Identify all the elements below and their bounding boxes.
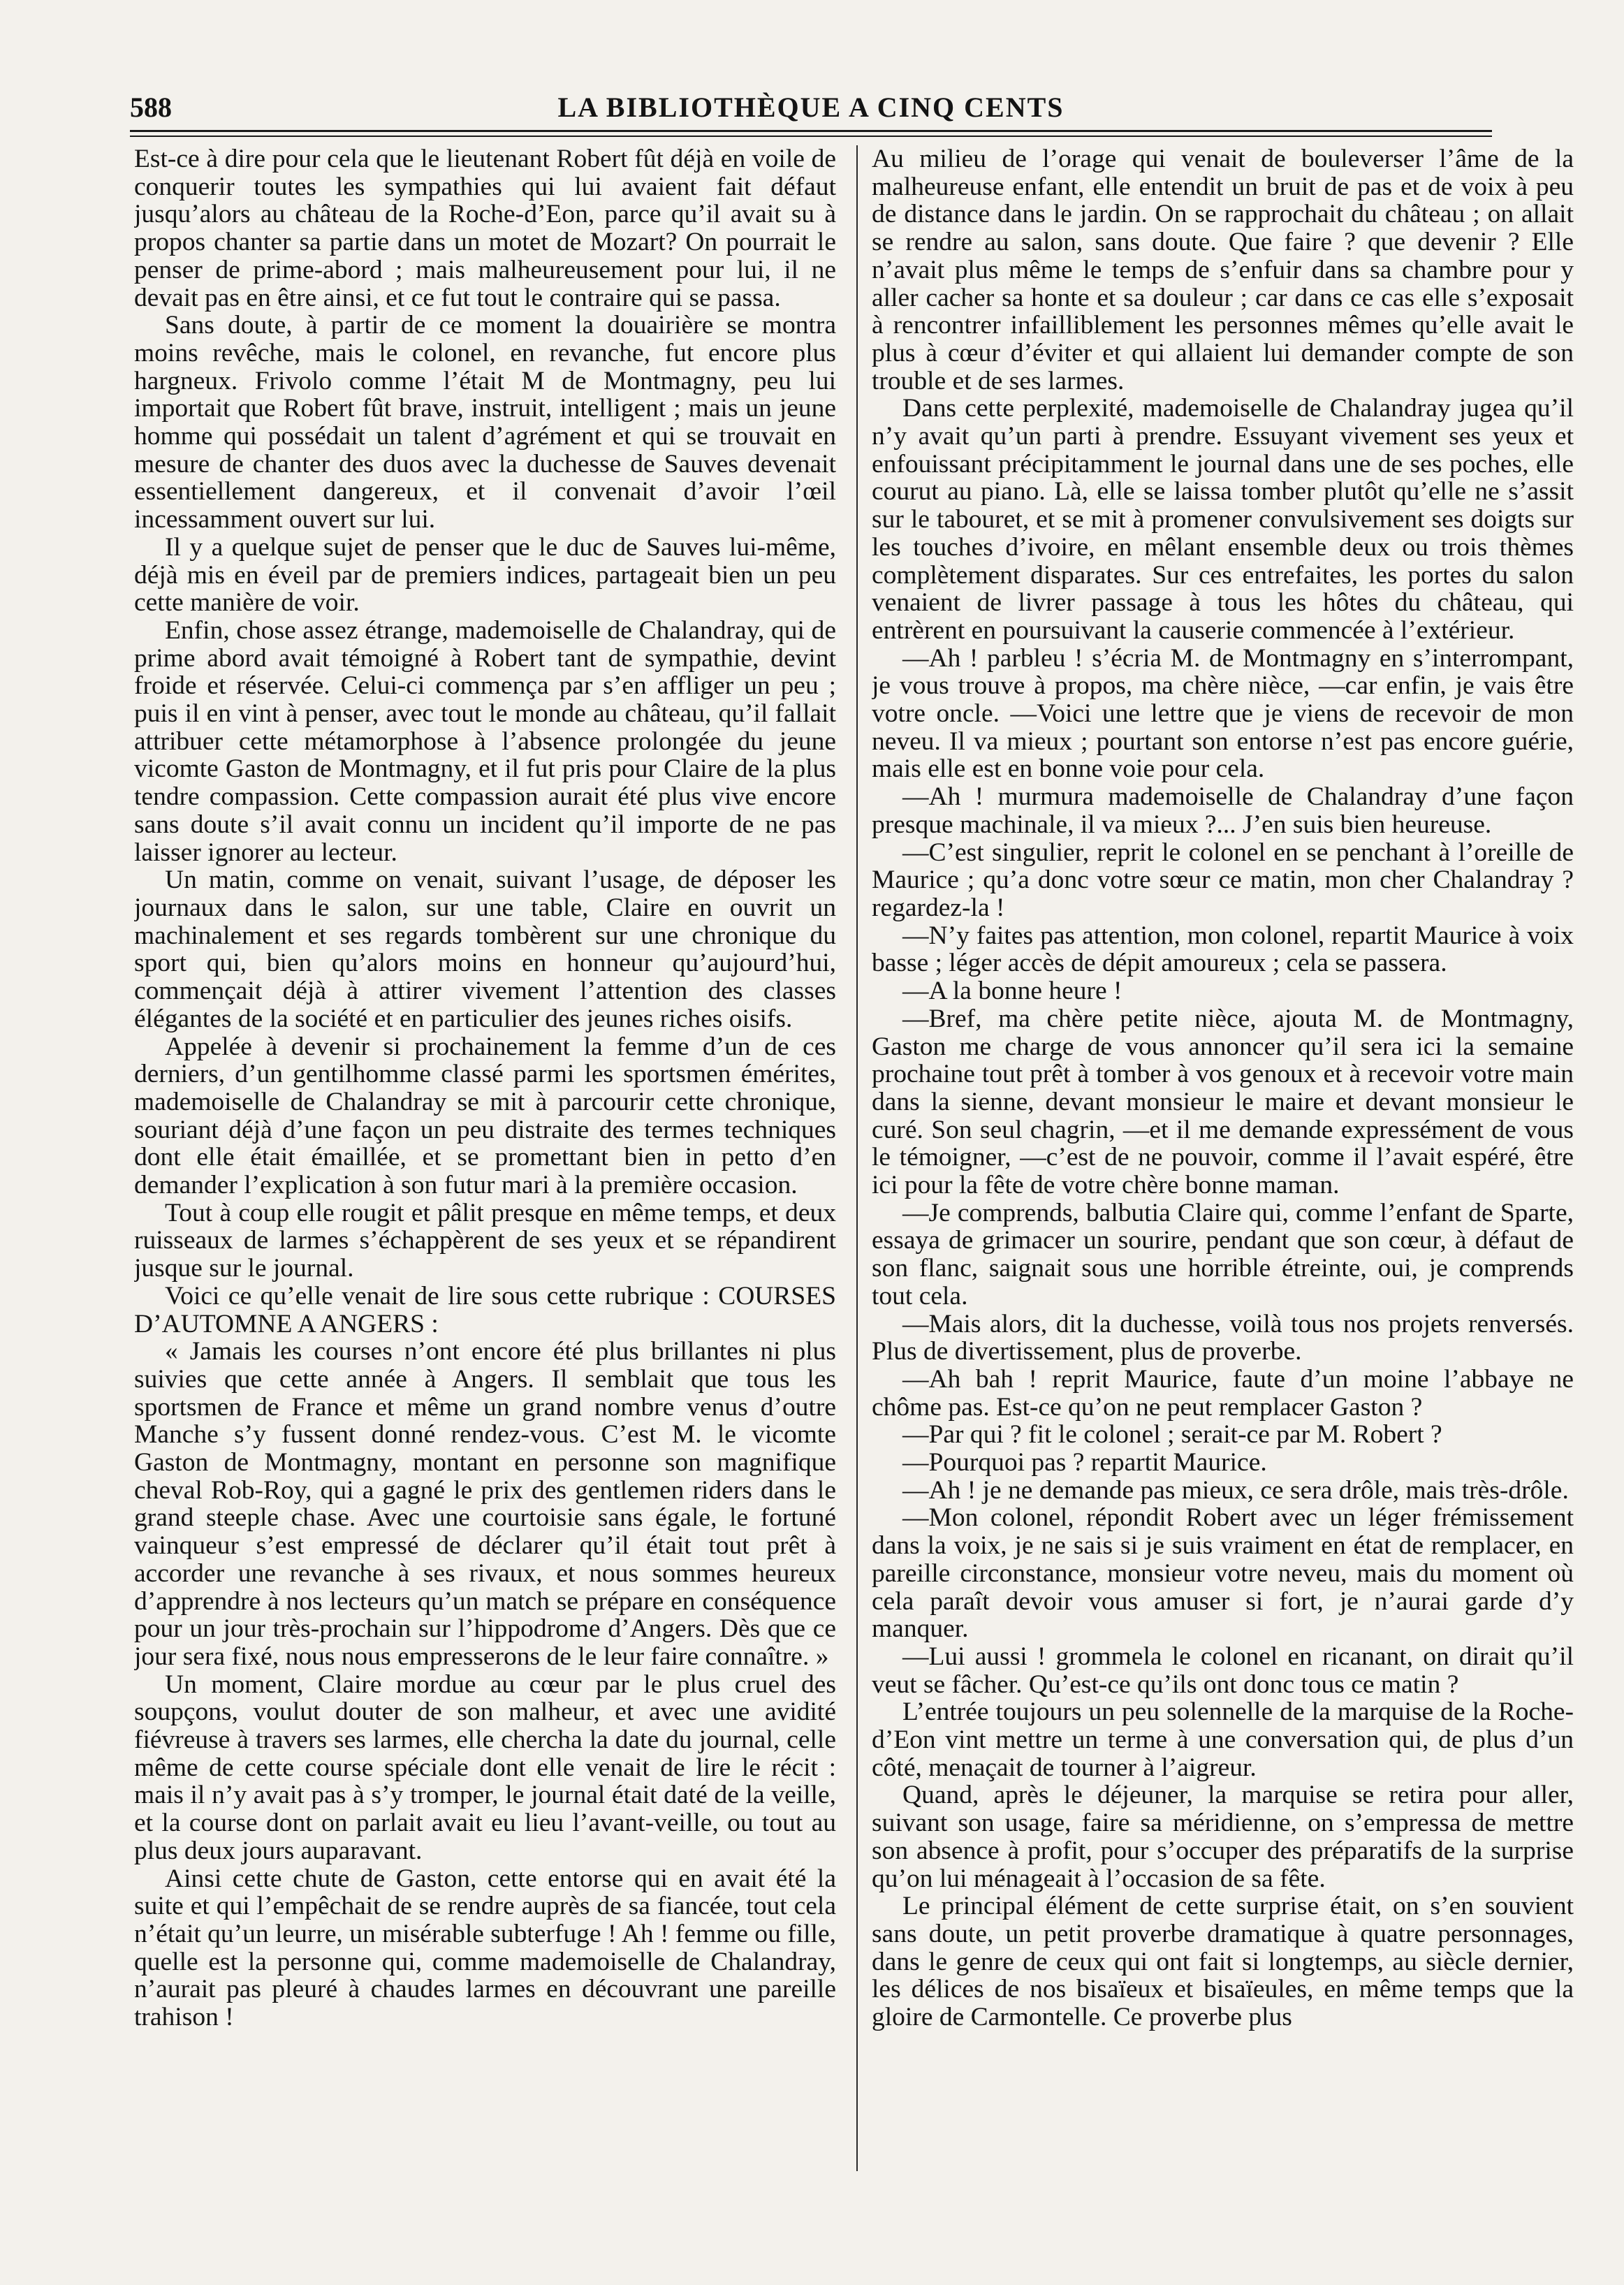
paragraph: Quand, après le déjeuner, la marquise se retira pour aller, suivant son usage, faire sa méridienne, on s’empressa de mettre son absence à profit, pour s’occuper des préparatifs de la surprise qu’on lui ménageait à l’occasion de sa fête.: [872, 1781, 1574, 1893]
paragraph: Tout à coup elle rougit et pâlit presque en même temps, et deux ruisseaux de larmes s’échappèrent de ses yeux et se répandirent jusque sur le journal.: [134, 1198, 836, 1283]
paragraph: Ainsi cette chute de Gaston, cette entorse qui en avait été la suite et qui l’empêchait de se rendre auprès de sa fiancée, tout cela n’était qu’un leurre, un misérable subterfuge ! Ah ! femme ou fille, quelle est la personne qui, comme mademoiselle de Chalandray, n’aurait pas pleuré à chaudes larmes en découvrant une pareille trahison !: [134, 1864, 836, 2032]
dialogue-line: —Par qui ? fit le colonel ; serait-ce par M. Robert ?: [902, 1420, 1442, 1450]
paragraph: Enfin, chose assez étrange, mademoiselle de Chalandray, qui de prime abord avait témoigné à Robert tant de sympathie, devint froide et réservée. Celui-ci commença par s’en affliger un peu ; puis il en vint à penser, avec tout le monde au château, qu’il fallait attribuer cette métamorphose à l’absence prolongée du jeune vicomte Gaston de Montmagny, et il fut pris pour Claire de la plus tendre compassion. Cette compassion aurait été plus vive encore sans doute s’il avait connu un incident qu’il importe de ne pas laisser ignorer au lecteur.: [134, 615, 836, 867]
dialogue-line: —Bref, ma chère petite nièce, ajouta M. de Montmagny, Gaston me charge de vous annoncer qu’il sera ici la semaine prochaine tout prêt à tomber à vos genoux et à recevoir votre main dans la sienne, devant monsieur le maire et devant monsieur le curé. Son seul chagrin, —et il me demande expressément de vous le témoigner, —c’est de ne pouvoir, comme il l’avait espéré, être ici pour la fête de votre chère bonne maman.: [872, 1004, 1574, 1200]
dialogue-line: —Mon colonel, répondit Robert avec un léger frémissement dans la voix, je ne sais si je suis vraiment en état de remplacer, en pareille circonstance, monsieur votre neveu, mais du moment où cela paraît devoir vous amuser si fort, je n’aurai garde d’y manquer.: [872, 1503, 1574, 1644]
right-column: [872, 145, 1574, 2171]
paragraph: Au milieu de l’orage qui venait de bouleverser l’âme de la malheureuse enfant, elle entendit un bruit de pas et de voix à peu de distance dans le jardin. On se rapprochait du château ; on allait se rendre au salon, sans doute. Que faire ? que devenir ? Elle n’avait plus même le temps de s’enfuir dans sa chambre pour y aller cacher sa honte et sa douleur ; car dans ce cas elle s’exposait à rencontrer infailliblement les personnes mêmes qu’elle avait le plus à cœur d’éviter et qui allaient lui demander compte de son trouble et de ses larmes.: [872, 145, 1574, 395]
paragraph: Le principal élément de cette surprise était, on s’en souvient sans doute, un petit proverbe dramatique à quatre personnages, dans le genre de ceux qui ont fait si longtemps, au siècle dernier, les délices de nos bisaïeux et bisaïeules, en même temps que la gloire de Carmontelle. Ce proverbe plus: [872, 1892, 1574, 2032]
header-rule-thin: [130, 136, 1492, 137]
paragraph: Il y a quelque sujet de penser que le duc de Sauves lui-même, déjà mis en éveil par de premiers indices, partageait bien un peu cette manière de voir.: [134, 532, 836, 618]
left-column: [134, 145, 836, 2171]
running-title: LA BIBLIOTHÈQUE A CINQ CENTS: [557, 92, 1065, 123]
dialogue-line: —Ah ! parbleu ! s’écria M. de Montmagny en s’interrompant, je vous trouve à propos, ma chère nièce, —car enfin, je vais être votre oncle. —Voici une lettre que je viens de recevoir de mon neveu. Il va mieux ; pourtant son entorse n’est pas encore guérie, mais elle est en bonne voie pour cela.: [872, 643, 1574, 784]
paragraph: Voici ce qu’elle venait de lire sous cette rubrique : COURSES D’AUTOMNE A ANGERS :: [134, 1281, 836, 1338]
paragraph: L’entrée toujours un peu solennelle de la marquise de la Roche-d’Eon vint mettre un terme à une conversation qui, de plus d’un côté, menaçait de tourner à l’aigreur.: [872, 1698, 1574, 1782]
page-header: [130, 91, 1492, 133]
dialogue-line: —Ah bah ! reprit Maurice, faute d’un moine l’abbaye ne chôme pas. Est-ce qu’on ne peut remplacer Gaston ?: [872, 1364, 1574, 1422]
dialogue-line: —Mais alors, dit la duchesse, voilà tous nos projets renversés. Plus de divertissement, plus de proverbe.: [872, 1309, 1574, 1366]
dialogue-line: —N’y faites pas attention, mon colonel, repartit Maurice à voix basse ; léger accès de dépit amoureux ; cela se passera.: [872, 921, 1574, 978]
paragraph: Est-ce à dire pour cela que le lieutenant Robert fût déjà en voile de conquerir toutes les sympathies qui lui avaient fait défaut jusqu’alors au château de la Roche-d’Eon, parce qu’il avait su à propos chanter sa partie dans un motet de Mozart? On pourrait le penser de prime-abord ; mais malheureusement pour lui, il ne devait pas en être ainsi, et ce fut tout le contraire qui se passa.: [134, 145, 836, 312]
paragraph: Un moment, Claire mordue au cœur par le plus cruel des soupçons, voulut douter de son malheur, et avec une avidité fiévreuse à travers ses larmes, elle chercha la date du journal, celle même de cette course spéciale dont elle venait de lire le récit : mais il n’y avait pas à s’y tromper, le journal était daté de la veille, et la course dont on parlait avait eu lieu l’avant-veille, ou tout au plus deux jours auparavant.: [134, 1670, 836, 1865]
dialogue-line: —Lui aussi ! grommela le colonel en ricanant, on dirait qu’il veut se fâcher. Qu’est-ce qu’ils ont donc tous ce matin ?: [872, 1642, 1574, 1699]
dialogue-line: —C’est singulier, reprit le colonel en se penchant à l’oreille de Maurice ; qu’a donc votre sœur ce matin, mon cher Chalandray ? regardez-la !: [872, 838, 1574, 922]
dialogue-line: —Pourquoi pas ? repartit Maurice.: [902, 1448, 1267, 1477]
paragraph: Un matin, comme on venait, suivant l’usage, de déposer les journaux dans le salon, sur une table, Claire en ouvrit un machinalement et ses regards tombèrent sur une chronique du sport qui, bien qu’alors moins en honneur qu’aujourd’hui, commençait déjà à attirer vivement l’attention des classes élégantes de la société et en particulier des jeunes riches oisifs.: [134, 866, 836, 1033]
paragraph: Appelée à devenir si prochainement la femme d’un de ces derniers, d’un gentilhomme classé parmi les sportsmen émérites, mademoiselle de Chalandray se mit à parcourir cette chronique, souriant déjà d’une façon un peu distraite des termes techniques dont elle était émaillée, et se promettant bien in petto d’en demander l’explication à son futur mari à la première occasion.: [134, 1032, 836, 1200]
dialogue-line: —Ah ! je ne demande pas mieux, ce sera drôle, mais très-drôle.: [902, 1475, 1569, 1505]
dialogue-line: —Je comprends, balbutia Claire qui, comme l’enfant de Sparte, essaya de grimacer un sourire, pendant que son cœur, à défaut de son flanc, saignait sous une horrible étreinte, oui, je comprends tout cela.: [872, 1198, 1574, 1311]
dialogue-line: —Ah ! murmura mademoiselle de Chalandray d’une façon presque machinale, il va mieux ?... J’en suis bien heureuse.: [872, 782, 1574, 839]
page-number: 588: [130, 92, 172, 123]
dialogue-line: —A la bonne heure !: [902, 977, 1122, 1006]
paragraph: Sans doute, à partir de ce moment la douairière se montra moins revêche, mais le colonel, en revanche, fut encore plus hargneux. Frivolo comme l’était M de Montmagny, peu lui importait que Robert fût brave, instruit, intelligent ; mais un jeune homme qui possédait un talent d’agrément et qui se trouvait en mesure de chanter des duos avec la duchesse de Sauves devenait essentiellement dangereux, et il convenait d’avoir l’œil incessamment ouvert sur lui.: [134, 311, 836, 534]
column-divider: [856, 145, 858, 2171]
paragraph: Dans cette perplexité, mademoiselle de Chalandray jugea qu’il n’y avait qu’un parti à prendre. Essuyant vivement ses yeux et enfouissant précipitamment le journal dans une de ses poches, elle courut au piano. Là, elle se laissa tomber plutôt qu’elle ne s’assit sur le tabouret, et se mit à promener convulsivement ses doigts sur les touches d’ivoire, en mêlant ensemble deux ou trois thèmes complètement disparates. Sur ces entrefaites, les portes du salon venaient de livrer passage à tous les hôtes du château, qui entrèrent en poursuivant la causerie commencée à l’extérieur.: [872, 394, 1574, 645]
quoted-paragraph: « Jamais les courses n’ont encore été plus brillantes ni plus suivies que cette année à Angers. Il semblait que tous les sportsmen de France et même un grand nombre venus d’outre Manche s’y fussent donné rendez-vous. C’est M. le vicomte Gaston de Montmagny, montant en personne son magnifique cheval Rob-Roy, qui a gagné le prix des gentlemen riders dans le grand steeple chase. Avec une courtoisie sans égale, le fortuné vainqueur s’est empressé de déclarer qu’il était tout prêt à accorder une revanche à ses rivaux, et nous sommes heureux d’apprendre à nos lecteurs qu’un match se prépare en conséquence pour un jour très-prochain sur l’hippodrome d’Angers. Dès que ce jour sera fixé, nous nous empresserons de le leur faire connaître. »: [134, 1337, 836, 1671]
header-rule-thick: [130, 130, 1492, 132]
